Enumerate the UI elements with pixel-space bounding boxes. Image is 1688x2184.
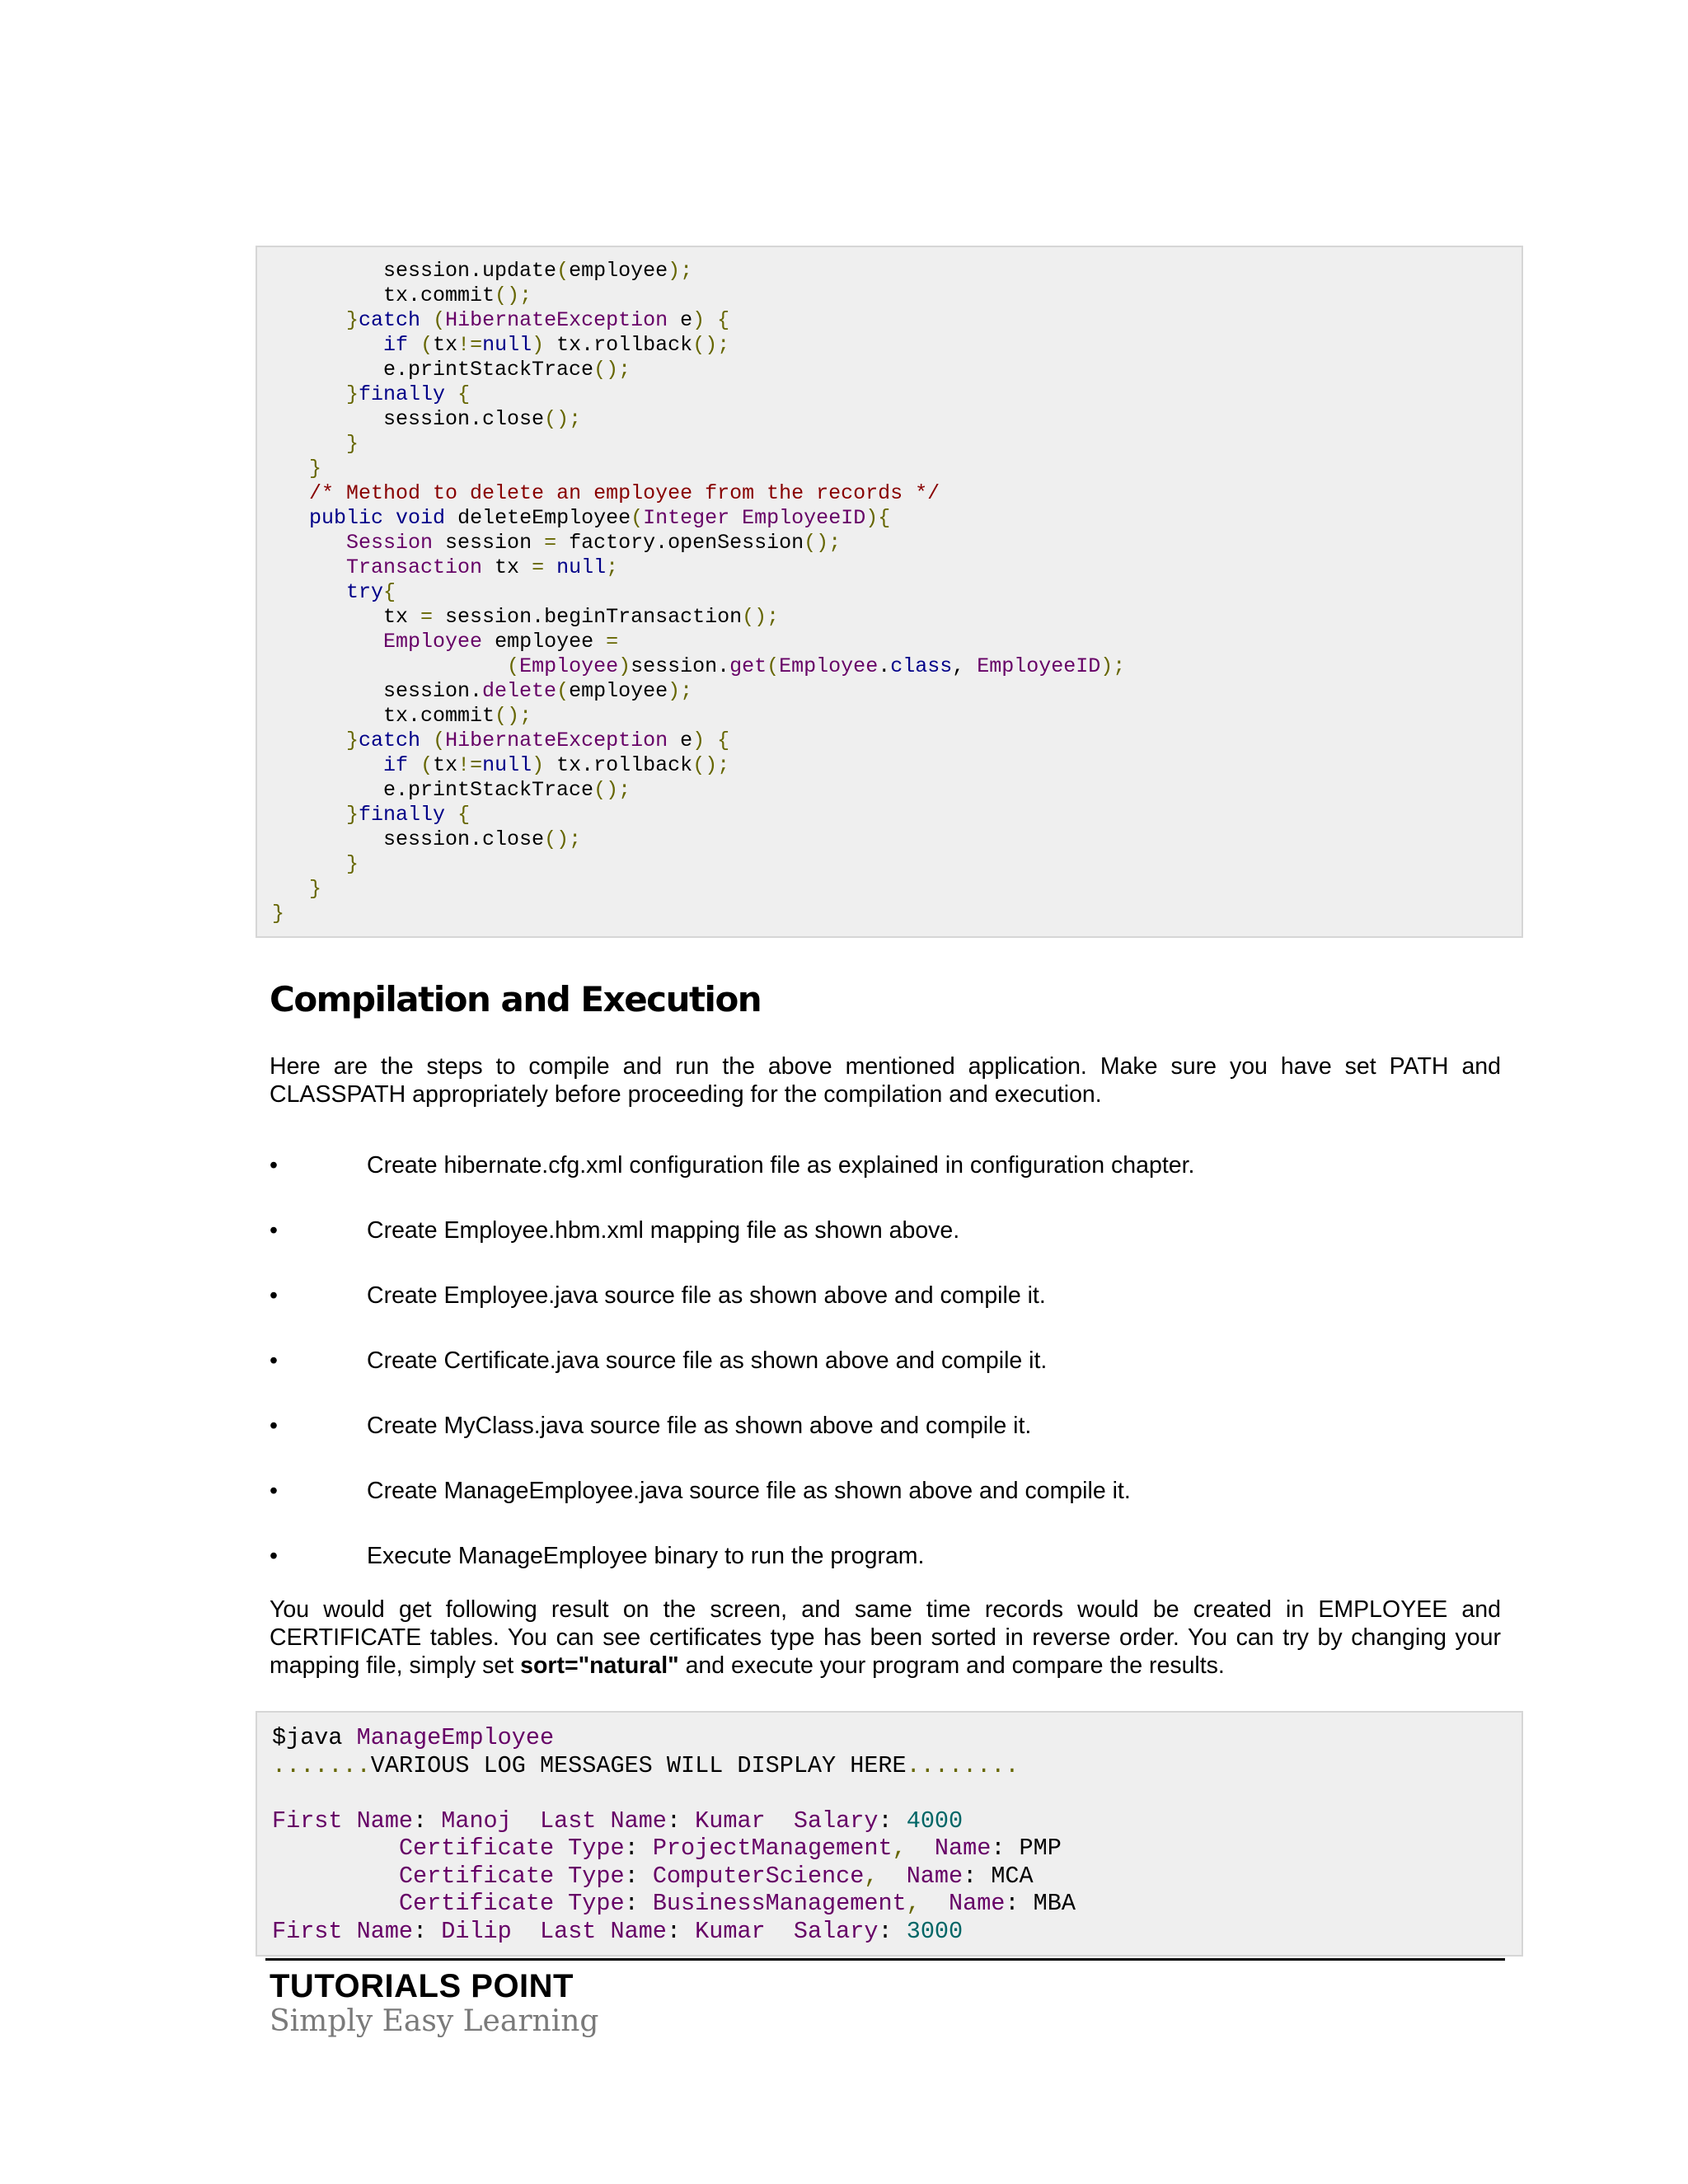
bullet-icon: • bbox=[270, 1217, 278, 1244]
console-line: First Name: Dilip Last Name: Kumar Salary: 3000 bbox=[272, 1917, 964, 1945]
step-text: Create Employee.java source file as shown above and compile it. bbox=[367, 1282, 1046, 1309]
bullet-icon: • bbox=[270, 1152, 278, 1179]
result-text-bold: sort="natural" bbox=[520, 1652, 679, 1679]
code-line: public void deleteEmployee(Integer EmployeeID){ bbox=[309, 506, 891, 530]
result-text-end: and execute your program and compare the results. bbox=[678, 1652, 1225, 1679]
code-block-java bbox=[256, 246, 1523, 938]
code-line: Session session = factory.openSession(); bbox=[346, 531, 842, 555]
code-line: (Employee)session.get(Employee.class, EmployeeID); bbox=[507, 654, 1126, 678]
bullet-icon: • bbox=[270, 1413, 278, 1439]
code-listing bbox=[257, 247, 1522, 926]
code-line: tx = session.beginTransaction(); bbox=[272, 605, 780, 629]
console-line: .......VARIOUS LOG MESSAGES WILL DISPLAY HERE........ bbox=[272, 1751, 1020, 1779]
code-line: } bbox=[309, 877, 322, 901]
intro-paragraph: Here are the steps to compile and run the above mentioned application. Make sure you have set PATH and CLASSPATH appropriately before proceeding for the compilation and execution. bbox=[270, 1053, 1501, 1108]
code-line: session.close(); bbox=[272, 407, 582, 431]
step-text: Create Employee.hbm.xml mapping file as shown above. bbox=[367, 1217, 960, 1244]
step-text: Create hibernate.cfg.xml configuration file as explained in configuration chapter. bbox=[367, 1152, 1195, 1179]
footer-divider bbox=[265, 1958, 1505, 1961]
code-line: } bbox=[346, 432, 359, 456]
bullet-icon: • bbox=[270, 1347, 278, 1374]
footer-brand: TUTORIALS POINT bbox=[270, 1968, 574, 2004]
console-listing bbox=[257, 1713, 1522, 1945]
step-text: Create Certificate.java source file as shown above and compile it. bbox=[367, 1347, 1048, 1374]
code-line: session.update(employee); bbox=[272, 259, 693, 283]
code-line: e.printStackTrace(); bbox=[272, 778, 631, 802]
code-line: e.printStackTrace(); bbox=[272, 358, 631, 382]
code-line: /* Method to delete an employee from the records */ bbox=[309, 481, 940, 505]
code-line: tx.commit(); bbox=[272, 284, 532, 307]
console-line: Certificate Type: BusinessManagement, Name: MBA bbox=[398, 1890, 1076, 1917]
result-text-start: You would get following result on the screen, and same time records would be created in EMPLOYEE and CERTIFICATE tables. You can see certificates type has been sorted in reverse order. You can try by changing your mapping file, simply set bbox=[270, 1596, 1501, 1679]
code-line: }catch (HibernateException e) { bbox=[346, 729, 730, 752]
step-text: Create MyClass.java source file as shown above and compile it. bbox=[367, 1413, 1032, 1439]
code-line: Transaction tx = null; bbox=[346, 555, 619, 579]
footer-tagline: Simply Easy Learning bbox=[270, 2004, 599, 2038]
bullet-icon: • bbox=[270, 1478, 278, 1504]
console-line: Certificate Type: ProjectManagement, Name: PMP bbox=[398, 1835, 1062, 1862]
code-line: tx.commit(); bbox=[272, 704, 532, 728]
code-line: } bbox=[346, 852, 359, 876]
result-paragraph bbox=[270, 1596, 1501, 1680]
code-line: }finally { bbox=[346, 382, 471, 406]
bullet-icon: • bbox=[270, 1543, 278, 1569]
code-line: if (tx!=null) tx.rollback(); bbox=[383, 753, 730, 777]
code-line: try{ bbox=[346, 580, 396, 604]
console-line: $java ManageEmployee bbox=[272, 1724, 555, 1751]
code-line: session.delete(employee); bbox=[272, 679, 693, 703]
code-line: session.close(); bbox=[272, 827, 582, 851]
section-heading: Compilation and Execution bbox=[270, 979, 762, 1019]
code-line: } bbox=[272, 902, 285, 926]
step-text: Execute ManageEmployee binary to run the program. bbox=[367, 1543, 925, 1569]
code-line: if (tx!=null) tx.rollback(); bbox=[383, 333, 730, 357]
console-output-block bbox=[256, 1711, 1523, 1957]
code-line: }finally { bbox=[346, 803, 471, 827]
console-line: Certificate Type: ComputerScience, Name: MCA bbox=[398, 1862, 1034, 1890]
console-line: First Name: Manoj Last Name: Kumar Salary: 4000 bbox=[272, 1807, 964, 1835]
bullet-icon: • bbox=[270, 1282, 278, 1309]
code-line: Employee employee = bbox=[383, 630, 619, 654]
code-line: } bbox=[309, 457, 322, 480]
step-text: Create ManageEmployee.java source file as shown above and compile it. bbox=[367, 1478, 1131, 1504]
code-line: }catch (HibernateException e) { bbox=[346, 308, 730, 332]
